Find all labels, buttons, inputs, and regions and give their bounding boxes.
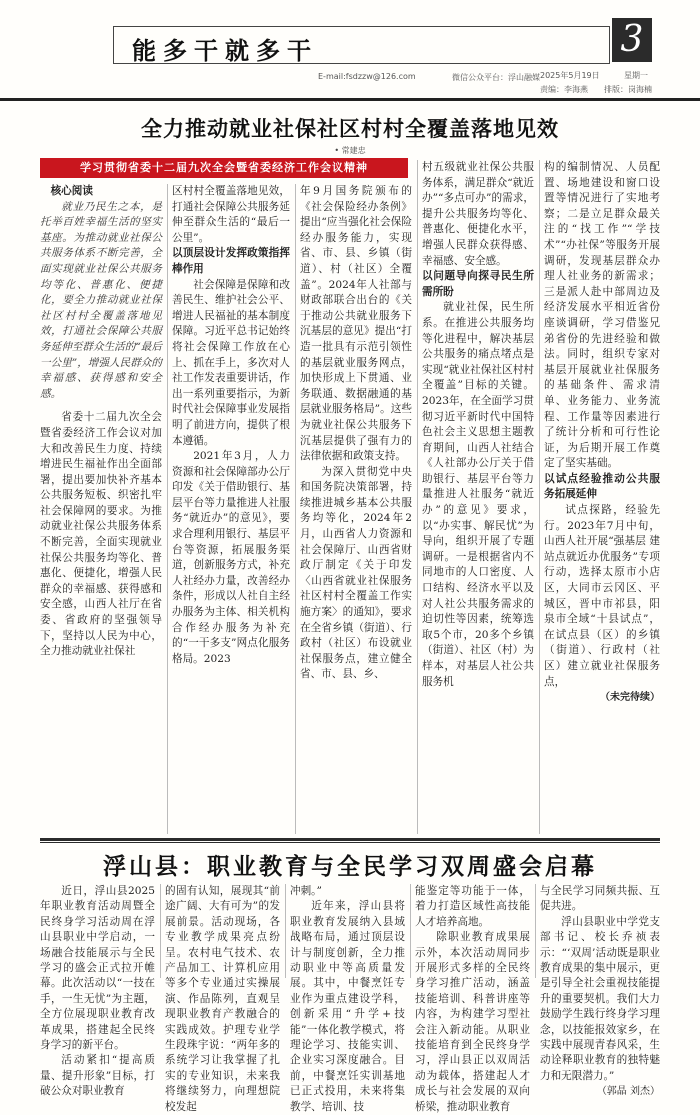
- column-rule: [167, 184, 168, 834]
- wechat-platform: 微信公众平台：浮山融媒: [452, 73, 540, 82]
- issue-weekday: 星期一: [624, 71, 648, 80]
- paragraph: 2021年3月，人力资源和社会保障部办公厅印发《关于借助银行、基层平台等力量推进人社服务“就近办”的意见》，要求合理利用银行、基层平台等资源，拓展服务渠道，创新服务方式，补充人社经办力量，改善经办条件，形成以人社自主经办服务为主体、相关机构合作经办服务为补充的“一干多支”网点化服务格局。2023: [172, 450, 290, 665]
- column-rule: [539, 160, 540, 834]
- section-divider: [40, 838, 660, 841]
- paragraph: 省委十二届九次全会暨省委经济工作会议对加大和改善民生力度、持续增进民生福祉作出全面部署，提出要加快补齐基本公共服务短板、织密扎牢社会保障网的要求。为推动就业社保公共服务体系不断完善，全面实现就业社保公共服务均等化、普惠化、便捷化，增强人民群众的幸福感、获得感和安全感，山西人社厅在省委、省政府的坚强领导下，坚持以人民为中心，全力推动就业社保社: [40, 411, 162, 658]
- layout-credit: 排版：岗海楠: [604, 85, 652, 94]
- article1-column-5: [544, 160, 660, 834]
- keynote-label: 核心阅读: [50, 185, 93, 197]
- article2-column-1: [40, 884, 155, 1098]
- article1-column-2: [172, 184, 290, 834]
- keynote-text: 就业乃民生之本，是托举百姓幸福生活的坚实基座。为推动就业社保公共服务体系不断完善，全面实现就业社保公共服务均等化、普惠化、便捷化，要全力推动就业社保社区村村全覆盖落地见效，打通社会保障公共服务延伸至群众生活的“最后一公里”，增强人民群众的幸福感、获得感和安全感。: [40, 200, 162, 400]
- paragraph: 近年来，浮山县将职业教育发展纳入县域战略布局，通过顶层设计与制度创新，全力推动职业中等高质量发展。其中，中餐烹饪专业作为重点建设学科，创新采用“升学+技能”一体化教学模式，将理论学习、技能实训、企业实习深度融合。目前，中餐烹饪实训基地已正式投用，未来将集教学、培训、技: [290, 900, 405, 1113]
- editor: 责编：李海燕: [540, 85, 588, 94]
- email: E-mail:fsdzzw@126.com: [318, 72, 416, 81]
- issue-date: 2025年5月19日: [540, 71, 600, 80]
- article2-column-4: [415, 884, 530, 1113]
- subheading: 以试点经验推动公共服务拓展延伸: [544, 472, 660, 501]
- masthead: [0, 0, 700, 100]
- paragraph: 年9月国务院颁布的《社会保险经办条例》提出“应当强化社会保险经办服务能力，实现省、市、县、乡镇（街道）、村（社区）全覆盖”。2024年人社部与财政部联合出台的《关于推动公共就业服务下沉基层的意见》提出“打造一批具有示范引领性的基层就业服务网点，加快形成上下贯通、业务联通、数据融通的基层就业服务格局”。这些为就业社保公共服务下沉基层提供了强有力的法律依据和政策支持。: [300, 185, 412, 463]
- article2-column-5: [540, 884, 660, 1098]
- article1-headline: 全力推动就业社保社区村村全覆盖落地见效: [141, 117, 559, 141]
- paragraph: 活动紧扣“提高质量、提升形象”目标，打破公众对职业教育: [40, 1054, 155, 1098]
- subheading: 以问题导向探寻民生所需所盼: [422, 270, 534, 298]
- page-number-box: [612, 18, 652, 62]
- paragraph: 的固有认知，展现其“前途广阔、大有可为”的发展前景。活动现场，各专业教学成果亮点纷呈。农村电气技术、农产品加工、计算机应用等多个专业通过实操展演、作品陈列，直观呈现职业教育产教融合的实践成效。护理专业学生段珠宇说：“两年多的系统学习让我掌握了扎实的专业知识，未来我将继续努力，向理想院校发起: [165, 885, 280, 1113]
- paragraph: 与全民学习同频共振、互促共进。: [540, 885, 660, 913]
- paragraph: 区村村全覆盖落地见效，打通社会保障公共服务延伸至群众生活的“最后一公里”。: [172, 185, 290, 244]
- paragraph: 浮山县职业中学党支部书记、校长乔祯表示：“‘双周’活动既是职业教育成果的集中展示，更是引导全社会重视技能提升的重要契机。我们大力鼓励学生践行终身学习理念，以技能报效家乡，在实践中展现青春风采，生动诠释职业教育的独特魅力和无限潜力。”: [540, 915, 660, 1082]
- column-rule: [417, 160, 418, 834]
- section-title-box: [113, 26, 610, 64]
- banner-text: 学习贯彻省委十二届九次全会暨省委经济工作会议精神: [80, 161, 368, 174]
- article1-column-3: [300, 184, 412, 834]
- paragraph: 构的编制情况、人员配置、场地建设和窗口设置等情况进行了实地考察；二是立足群众最关注的“找工作”“学技术”“办社保”等服务开展调研，发现基层群众办理人社业务的新需求；三是派人赴中部周边及经济发展水平相近省份座谈调研，学习借鉴兄弟省份的先进经验和做法。同时，组织专家对基层开展就业社保服务的基础条件、需求清单、业务能力、业务流程、工作量等因素进行了统计分析和可行性论证，为后期开展工作奠定了坚实基础。: [544, 161, 660, 470]
- section-divider-thin: [40, 842, 660, 843]
- article1-column-4: [422, 160, 534, 834]
- paragraph: 能鉴定等功能于一体，着力打造区域性高技能人才培养高地。: [415, 885, 530, 928]
- subheading: 以顶层设计发挥政策指挥棒作用: [172, 247, 290, 275]
- article2-column-3: [290, 884, 405, 1113]
- article1-byline: • 常建忠: [334, 146, 366, 155]
- article1-banner: [40, 158, 408, 178]
- column-rule: [295, 184, 296, 834]
- column-rule: [160, 884, 161, 978]
- paragraph: 近日，浮山县2025年职业教育活动周暨全民终身学习活动周在浮山县职业中学启动，一场融合技能展示与全民学习的盛会正式拉开帷幕。此次活动以“一技在手，一生无忧”为主题，全方位展现职业教育改革成果，搭建起全民终身学习的新平台。: [40, 885, 155, 1052]
- paragraph: 试点探路，经验先行。2023年7月中旬，山西人社开展“强基层 建站点就近办优服务”专项行动，选择太原市小店区，大同市云冈区、平城区，晋中市祁县，阳泉市全域“十县试点”，在试点县（区）的乡镇（街道）、行政村（社区）建立就业社保服务点，: [544, 504, 660, 688]
- paragraph: 社会保障是保障和改善民生、维护社会公平、增进人民福祉的基本制度保障。习近平总书记始终将社会保障工作放在心上、抓在手上，多次对人社工作发表重要讲话，作出一系列重要指示，为新时代社会保障事业发展指明了前进方向，提供了根本遵循。: [172, 278, 290, 447]
- author-note: （郭晶 刘杰）: [596, 1086, 660, 1098]
- paragraph: 冲刺。”: [290, 885, 322, 897]
- article2-headline: 浮山县：职业教育与全民学习双周盛会启幕: [103, 854, 597, 880]
- article1-column-1: [40, 184, 162, 834]
- column-rule: [410, 884, 411, 978]
- article2-column-2: [165, 884, 280, 1113]
- masthead-rule: [0, 98, 700, 101]
- section-title: 能多干就多干: [132, 36, 318, 65]
- paragraph: 除职业教育成果展示外，本次活动周同步开展形式多样的全民终身学习推广活动，涵盖技能培训、科普讲座等内容，为构建学习型社会注入新动能。从职业技能培育到全民终身学习，浮山县正以双周活动为载体，搭建起人才成长与社会发展的双向桥梁，推动职业教育: [415, 931, 530, 1113]
- column-rule: [535, 884, 536, 978]
- column-rule: [285, 884, 286, 978]
- continued-note: （未完待续）: [600, 692, 660, 704]
- paragraph: 村五级就业社保公共服务体系，满足群众“就近办”“多点可办”的需求，提升公共服务均等化、普惠化、便捷化水平，增强人民群众获得感、幸福感、安全感。: [422, 161, 534, 267]
- page-number: 3: [620, 19, 644, 60]
- paragraph: 就业社保，民生所系。在推进公共服务均等化进程中，解决基层公共服务的痛点堵点是实现“就业社保社区村村全覆盖”目标的关键。2023年，在全面学习贯彻习近平新时代中国特色社会主义思想主题教育期间，山西人社结合《人社部办公厅关于借助银行、基层平台等力量推进人社服务“就近办”的意见》要求，以“办实事、解民忧”为导向，组织开展了专题调研。一是根据省内不同地市的人口密度、人口结构、经济水平以及对人社公共服务需求的迫切性等因素，统筹选取5个市，20多个乡镇（街道）、社区（村）为样本，对基层人社公共服务机: [422, 301, 534, 688]
- paragraph: 为深入贯彻党中央和国务院决策部署，持续推进城乡基本公共服务均等化，2024年2月，山西省人力资源和社会保障厅、山西省财政厅制定《关于印发〈山西省就业社保服务社区村村全覆盖工作实施方案〉的通知》，要求在全省乡镇（街道）、行政村（社区）布设就业社保服务点，建立健全省、市、县、乡、: [300, 465, 412, 681]
